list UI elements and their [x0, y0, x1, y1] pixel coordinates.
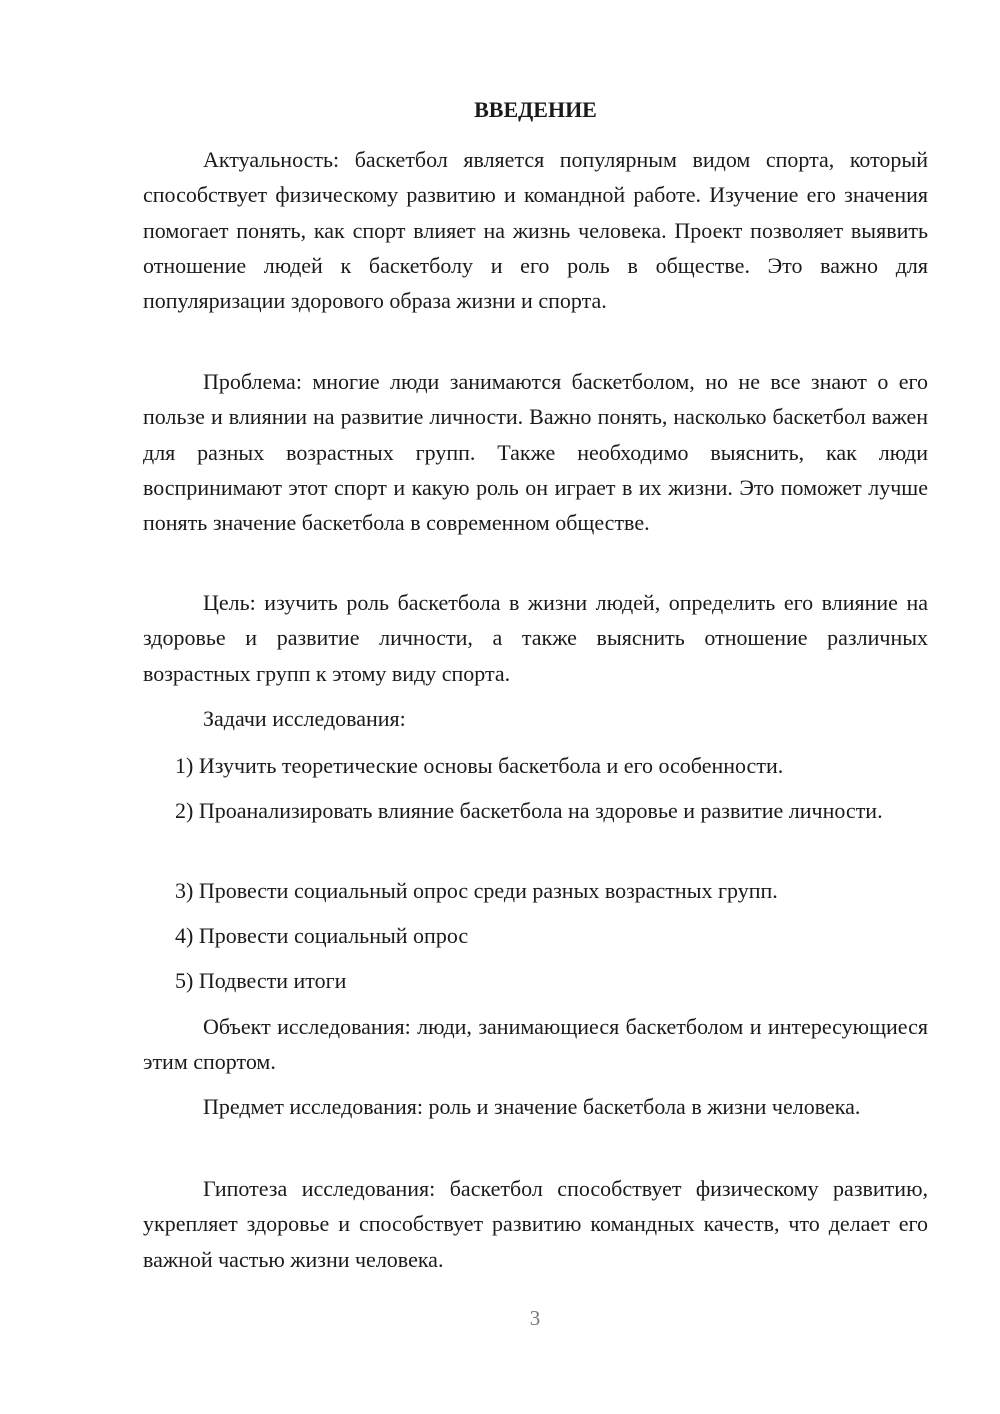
task-item: 2) Проанализировать влияние баскетбола на здоровье и развитие личности.	[175, 798, 883, 823]
paragraph-problem: Проблема: многие люди занимаются баскетболом, но не все знают о его пользе и влиянии на развитие личности. Важно понять, насколько баскетбол важен для разных возрастных групп. Также необходимо выяснить, как люди воспринимают этот спорт и какую роль он играет в их жизни. Это поможет лучше понять значение баскетбола в современном обществе.	[143, 369, 928, 536]
paragraph-hypothesis: Гипотеза исследования: баскетбол способствует физическому развитию, укрепляет здоровье и способствует развитию командных качеств, что делает его важной частью жизни человека.	[143, 1176, 928, 1272]
paragraph-goal: Цель: изучить роль баскетбола в жизни людей, определить его влияние на здоровье и развитие личности, а также выяснить отношение различных возрастных групп к этому виду спорта.	[143, 590, 928, 686]
section-title: ВВЕДЕНИЕ	[474, 97, 597, 122]
task-item: 1) Изучить теоретические основы баскетбола и его особенности.	[175, 753, 784, 778]
task-item: 4) Провести социальный опрос	[175, 923, 469, 948]
tasks-heading: Задачи исследования:	[203, 706, 406, 731]
page-number: 3	[529, 1306, 541, 1330]
task-item: 3) Провести социальный опрос среди разных возрастных групп.	[175, 878, 778, 903]
paragraph-object: Объект исследования: люди, занимающиеся баскетболом и интересующиеся этим спортом.	[143, 1014, 928, 1075]
paragraph-subject: Предмет исследования: роль и значение баскетбола в жизни человека.	[203, 1094, 861, 1119]
paragraph-relevance: Актуальность: баскетбол является популярным видом спорта, который способствует физическому развитию и командной работе. Изучение его значения помогает понять, как спорт влияет на жизнь человека. Проект позволяет выявить отношение людей к баскетболу и его роль в обществе. Это важно для популяризации здорового образа жизни и спорта.	[143, 147, 928, 314]
task-item: 5) Подвести итоги	[175, 968, 347, 993]
